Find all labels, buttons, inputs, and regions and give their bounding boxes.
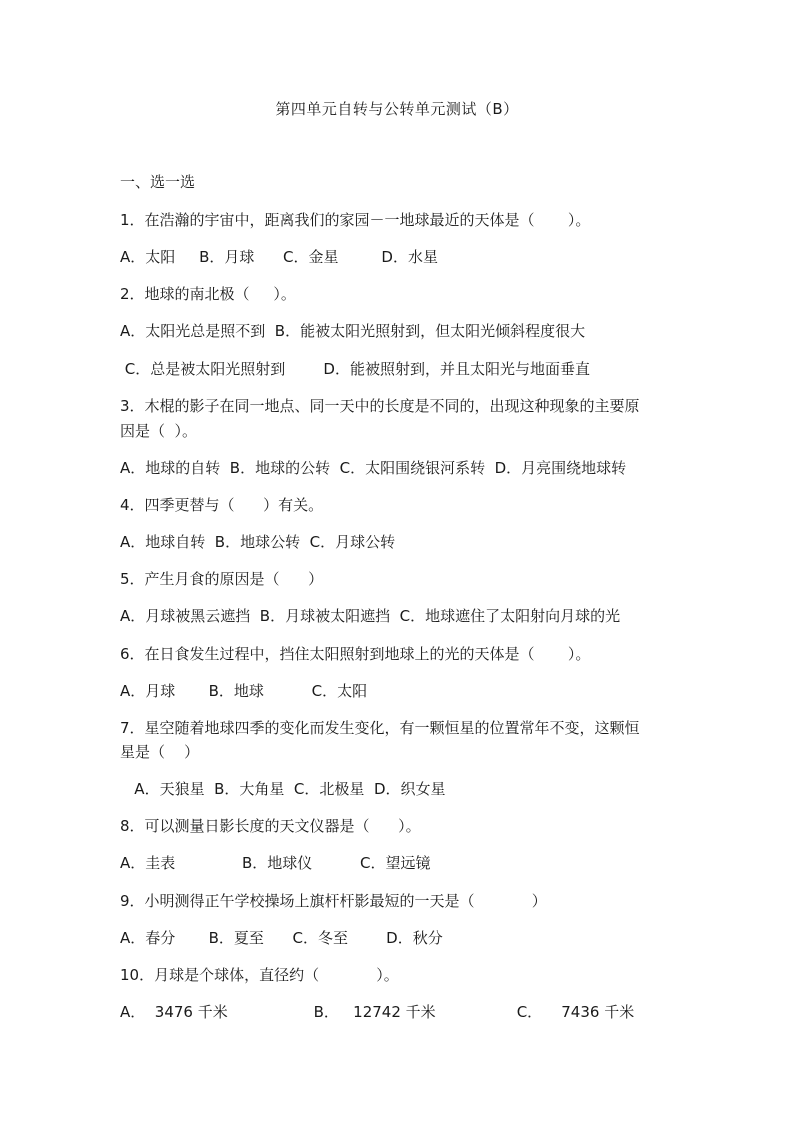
question-10-options: A． 3476 千米 B． 12742 千米 C． 7436 千米 bbox=[120, 1003, 635, 1021]
question-6: 6．在日食发生过程中，挡住太阳照射到地球上的光的天体是（ ）。 bbox=[120, 645, 591, 663]
question-3-options: A．地球的自转 B．地球的公转 C．太阳围绕银河系转 D．月亮围绕地球转 bbox=[120, 459, 627, 477]
question-10: 10．月球是个球体，直径约（ ）。 bbox=[120, 966, 399, 984]
section-heading: 一、选一选 bbox=[120, 173, 196, 191]
question-7-line-1: 7．星空随着地球四季的变化而发生变化，有一颗恒星的位置常年不变，这颗恒 bbox=[120, 719, 640, 737]
question-4: 4．四季更替与（ ）有关。 bbox=[120, 496, 324, 514]
question-6-options: A．月球 B．地球 C．太阳 bbox=[120, 682, 368, 700]
question-2-options-cd: C．总是被太阳光照射到 D．能被照射到，并且太阳光与地面垂直 bbox=[120, 360, 590, 378]
question-7-options: A．天狼星 B．大角星 C．北极星 D．织女星 bbox=[120, 780, 446, 798]
question-1: 1．在浩瀚的宇宙中，距离我们的家园－一地球最近的天体是（ ）。 bbox=[120, 211, 591, 229]
question-4-options: A．地球自转 B．地球公转 C．月球公转 bbox=[120, 533, 396, 551]
question-8: 8．可以测量日影长度的天文仪器是（ ）。 bbox=[120, 817, 421, 835]
question-2: 2．地球的南北极（ ）。 bbox=[120, 285, 296, 303]
question-5-options: A．月球被黑云遮挡 B．月球被太阳遮挡 C．地球遮住了太阳射向月球的光 bbox=[120, 607, 621, 625]
page-title: 第四单元自转与公转单元测试（B） bbox=[275, 100, 519, 118]
question-2-options-ab: A．太阳光总是照不到 B．能被太阳光照射到，但太阳光倾斜程度很大 bbox=[120, 322, 586, 340]
question-9: 9．小明测得正午学校操场上旗杆杆影最短的一天是（ ） bbox=[120, 892, 547, 910]
question-1-options: A．太阳 B．月球 C．金星 D．水星 bbox=[120, 248, 438, 266]
question-3-line-1: 3．木棍的影子在同一地点、同一天中的长度是不同的，出现这种现象的主要原 bbox=[120, 397, 640, 415]
question-3-line-2: 因是（ ）。 bbox=[120, 422, 198, 440]
question-8-options: A．圭表 B．地球仪 C．望远镜 bbox=[120, 854, 431, 872]
question-7-line-2: 星是（ ） bbox=[120, 743, 200, 761]
question-5: 5．产生月食的原因是（ ） bbox=[120, 570, 324, 588]
question-9-options: A．春分 B．夏至 C．冬至 D．秋分 bbox=[120, 929, 443, 947]
